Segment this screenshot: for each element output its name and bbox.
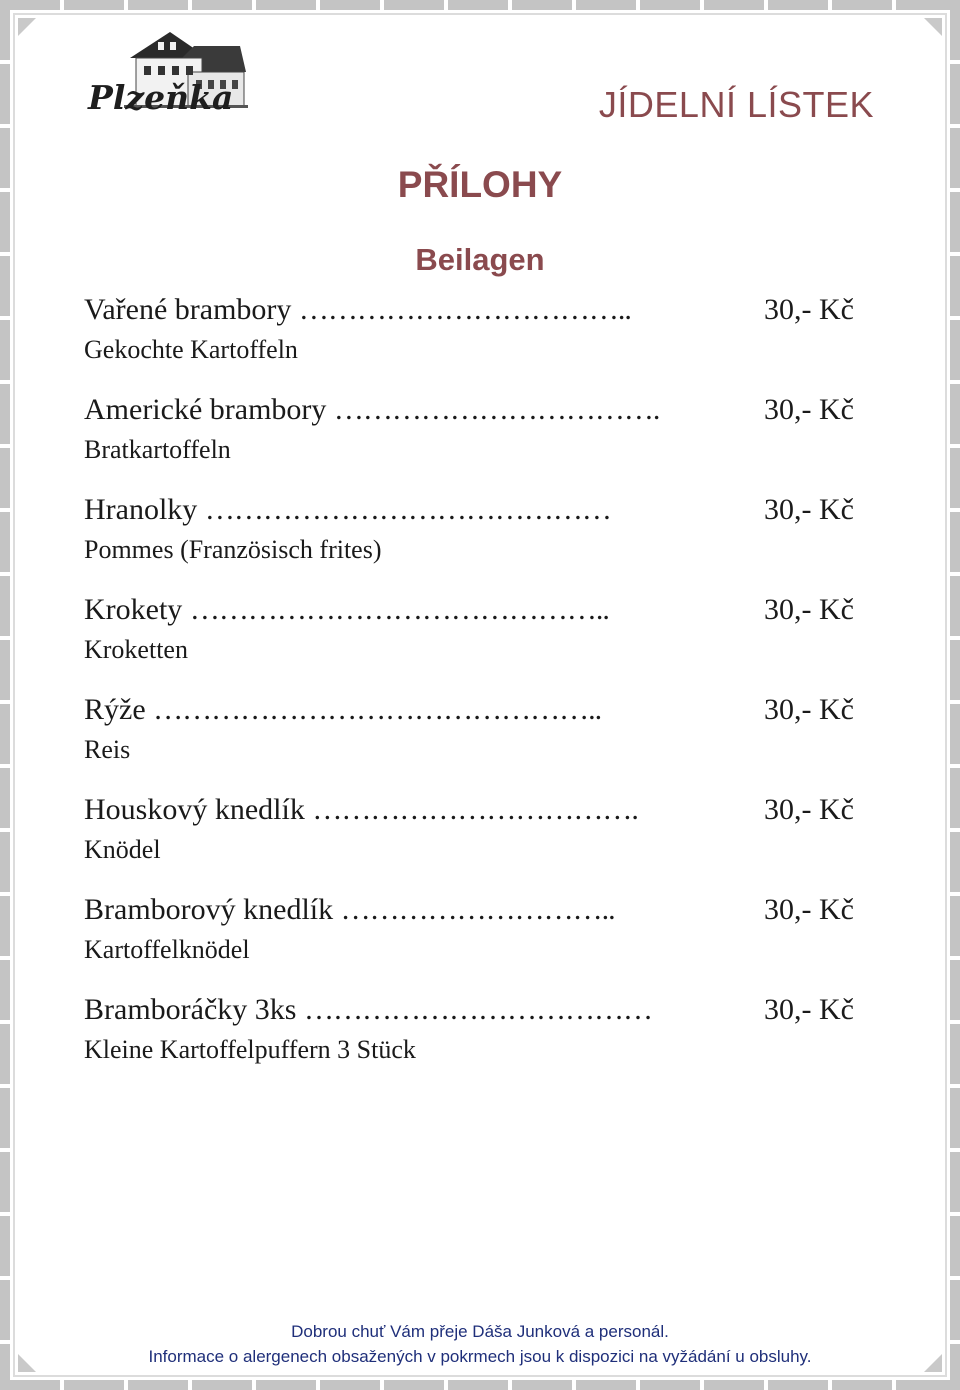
corner-ornament-icon: [924, 18, 942, 36]
section-title: PŘÍLOHY: [397, 164, 563, 205]
page-border-bottom: [0, 1380, 960, 1390]
item-price: 30,- Kč: [764, 393, 854, 426]
inner-border-bottom: [13, 1375, 947, 1377]
item-name: Americké brambory: [84, 393, 327, 426]
item-name: Bramboráčky 3ks: [84, 993, 297, 1026]
item-leader-dots: ……………………………………..: [189, 593, 609, 626]
item-price: 30,- Kč: [764, 593, 854, 626]
item-leader-dots: ………………………..: [340, 893, 615, 926]
item-leader-dots: …………………………….: [312, 793, 638, 826]
restaurant-logo: [84, 28, 254, 120]
page-border-right: [950, 0, 960, 1390]
item-translation: Gekochte Kartoffeln: [84, 335, 298, 364]
inner-border-top: [13, 13, 947, 15]
item-leader-dots: …………………………….: [333, 393, 660, 426]
item-leader-dots: ………………………………: [303, 993, 652, 1026]
item-translation: Knödel: [84, 835, 161, 864]
item-translation: Pommes (Französisch frites): [84, 535, 382, 564]
footer-allergen-note: Informace o alergenech obsažených v pokrmech jsou k dispozici na vyžádání u obsluhy.: [148, 1347, 812, 1366]
item-translation: Kartoffelknödel: [84, 935, 250, 964]
footer-greeting: Dobrou chuť Vám přeje Dáša Junková a personál.: [291, 1322, 669, 1341]
menu-item: [84, 592, 874, 692]
item-price: 30,- Kč: [764, 993, 854, 1026]
item-price: 30,- Kč: [764, 793, 854, 826]
menu-title: JÍDELNÍ LÍSTEK: [598, 84, 874, 125]
item-translation: Kroketten: [84, 635, 188, 664]
section-subtitle: Beilagen: [415, 242, 545, 277]
menu-item: [84, 292, 874, 392]
item-translation: Reis: [84, 735, 131, 764]
page-border-left: [0, 0, 10, 1390]
item-leader-dots: ………………………………………..: [153, 693, 602, 726]
item-translation: Kleine Kartoffelpuffern 3 Stück: [84, 1035, 416, 1064]
menu-item: [84, 692, 874, 792]
item-price: 30,- Kč: [764, 493, 854, 526]
menu-item: [84, 392, 874, 492]
inner-border-right: [945, 13, 947, 1377]
menu-item: [84, 492, 874, 592]
item-name: Rýže: [84, 693, 146, 726]
item-name: Hranolky: [84, 493, 198, 526]
logo-text: Plzeňka: [88, 78, 234, 117]
item-name: Krokety: [84, 593, 183, 626]
menu-item-list: [84, 292, 874, 1092]
menu-item: [84, 992, 874, 1092]
item-price: 30,- Kč: [764, 693, 854, 726]
inner-border-left: [13, 13, 15, 1377]
item-name: Vařené brambory: [84, 293, 292, 326]
item-translation: Bratkartoffeln: [84, 435, 231, 464]
page-border-top: [0, 0, 960, 10]
menu-item: [84, 792, 874, 892]
item-price: 30,- Kč: [764, 893, 854, 926]
item-name: Houskový knedlík: [84, 793, 305, 826]
item-name: Bramborový knedlík: [84, 893, 334, 926]
item-leader-dots: ……………………………..: [298, 293, 631, 326]
item-leader-dots: ……………………………………: [204, 493, 611, 526]
corner-ornament-icon: [18, 18, 36, 36]
menu-item: [84, 892, 874, 992]
item-price: 30,- Kč: [764, 293, 854, 326]
